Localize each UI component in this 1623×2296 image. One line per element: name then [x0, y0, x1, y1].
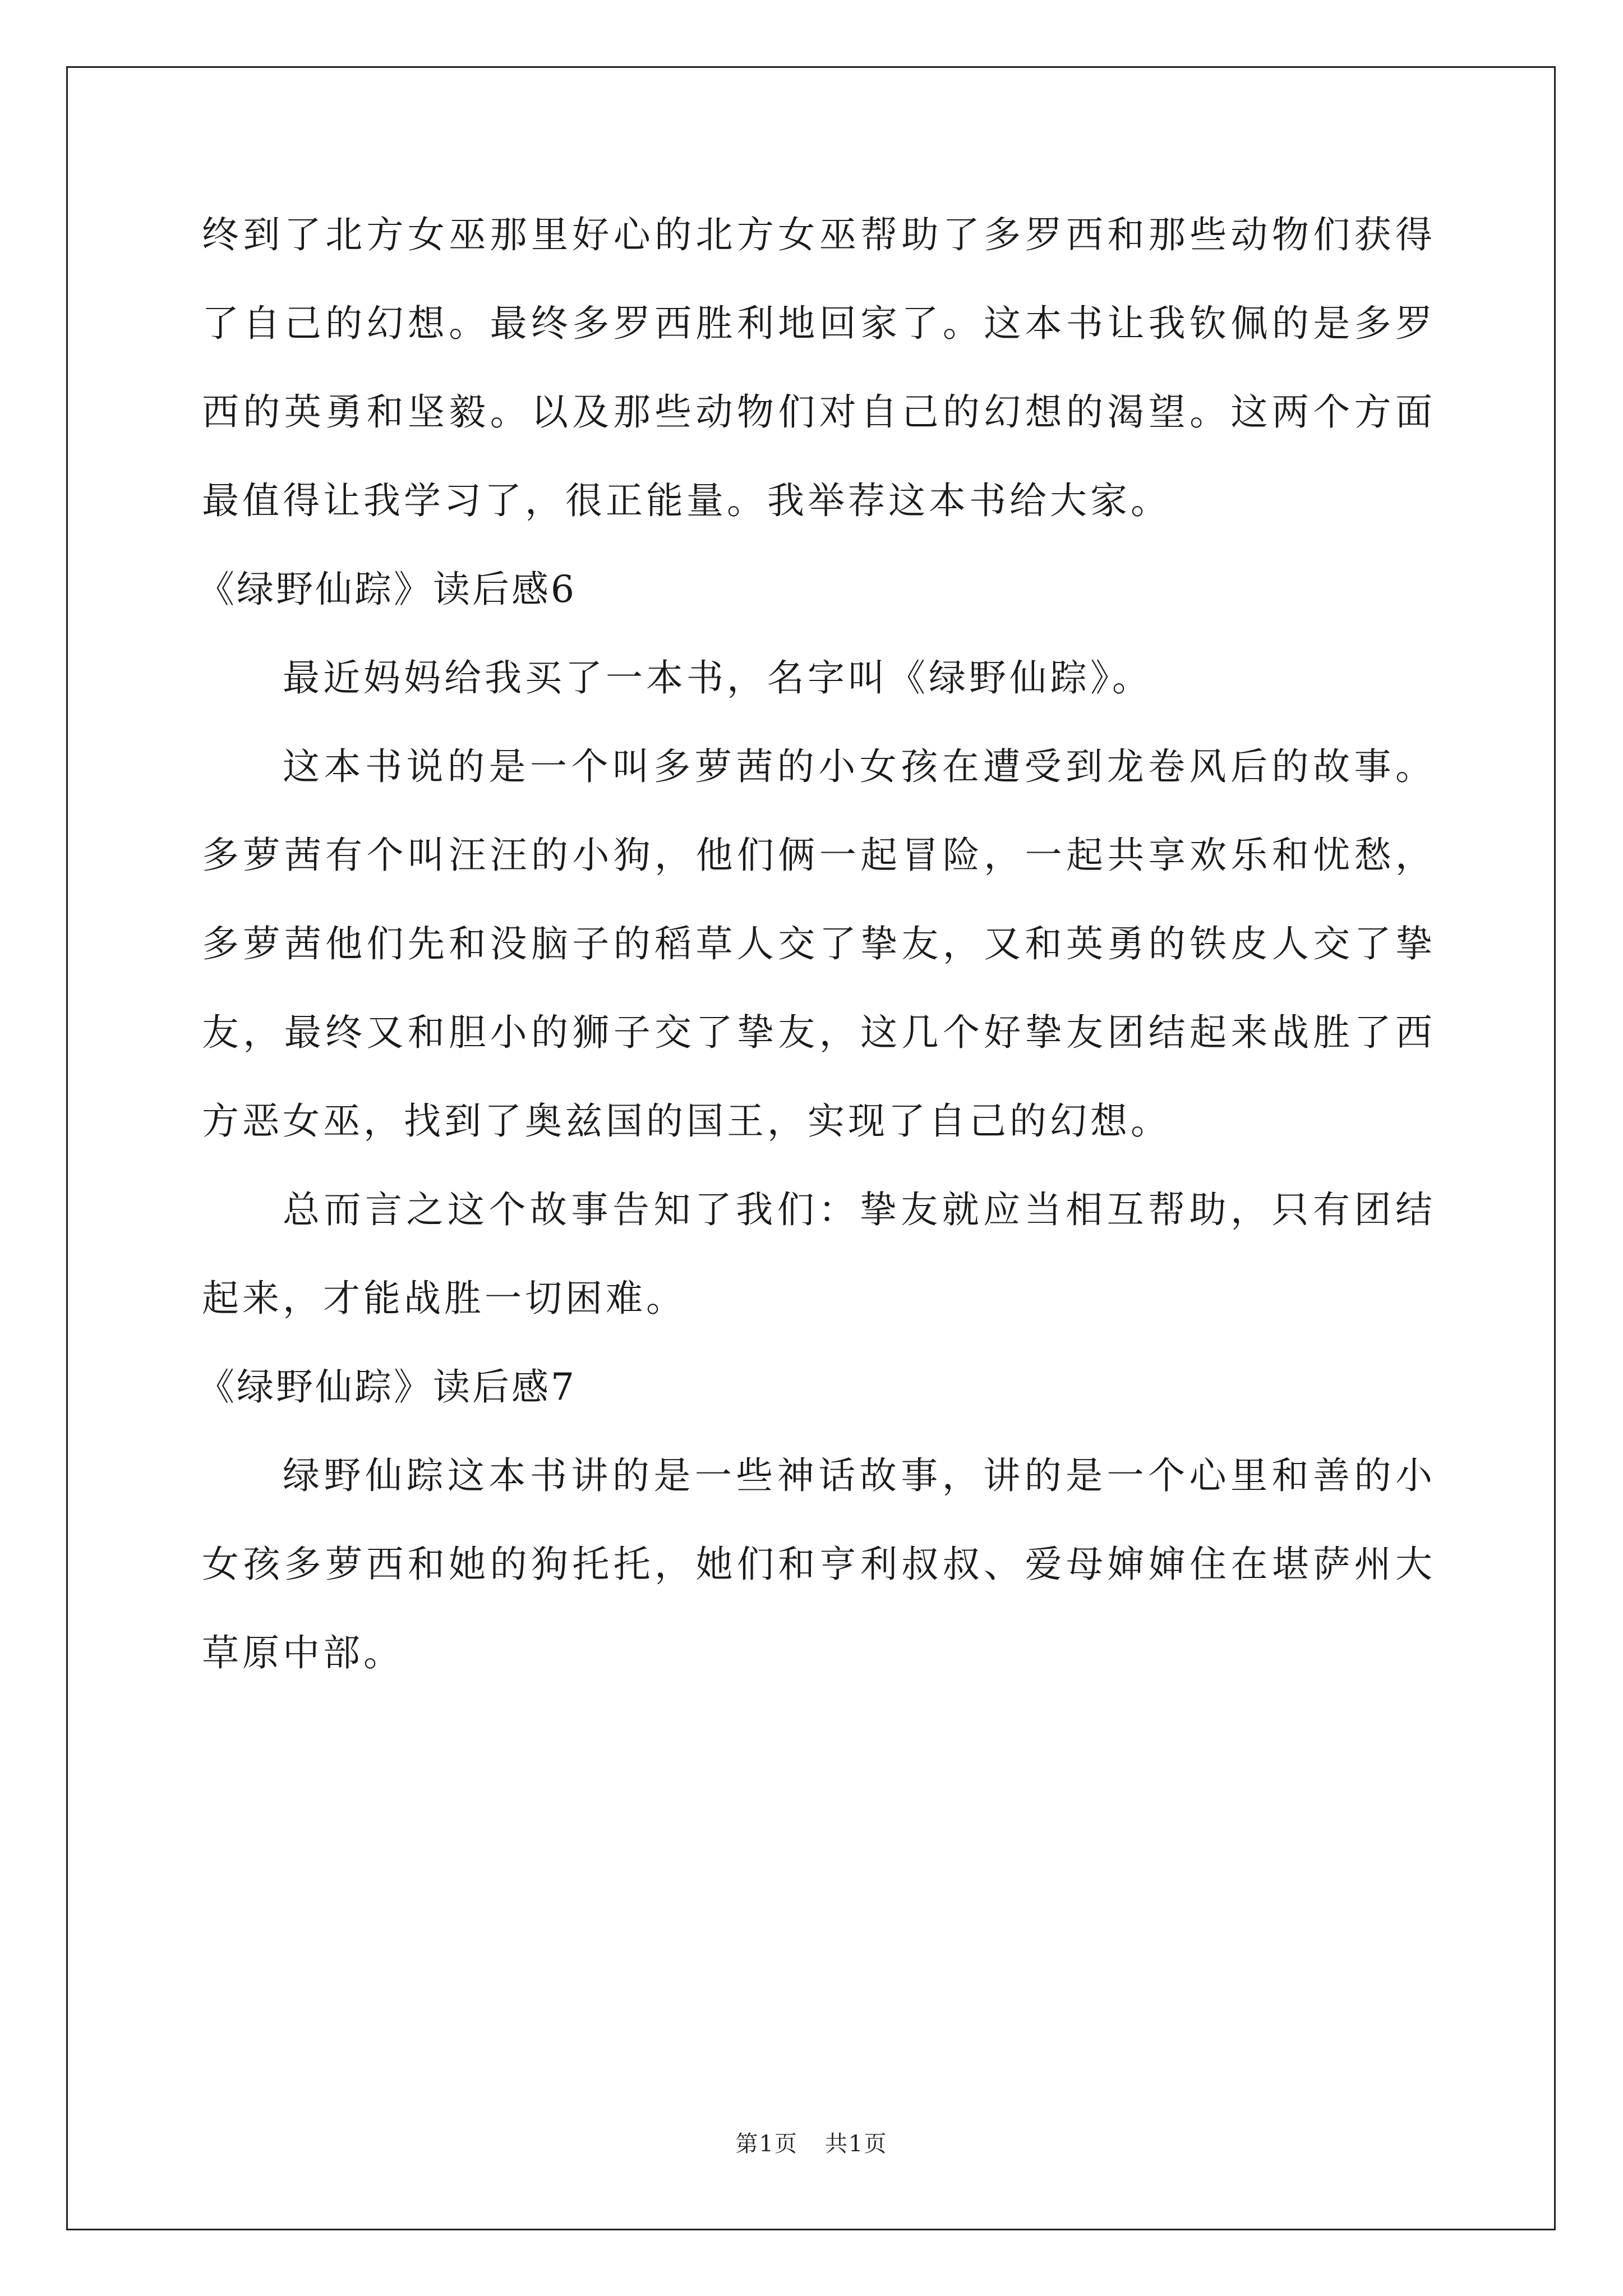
page-total: 共1页: [825, 2131, 888, 2157]
page-number: 第1页: [735, 2131, 798, 2157]
paragraph: 绿野仙踪这本书讲的是一些神话故事，讲的是一个心里和善的小女孩多萝西和她的狗托托，她们和亨利叔叔、爱母婶婶住在堪萨州大草原中部。: [202, 1454, 1436, 1674]
section-heading: 《绿野仙踪》读后感7: [197, 1365, 577, 1409]
paragraph: 终到了北方女巫那里好心的北方女巫帮助了多罗西和那些动物们获得了自己的幻想。最终多罗西胜利地回家了。这本书让我钦佩的是多罗西的英勇和坚毅。以及那些动物们对自己的幻想的渴望。这两个方面最值得让我学习了，很正能量。我举荐这本书给大家。: [202, 213, 1436, 522]
paragraph: 这本书说的是一个叫多萝茜的小女孩在遭受到龙卷风后的故事。多萝茜有个叫汪汪的小狗，他们俩一起冒险，一起共享欢乐和忧愁，多萝茜他们先和没脑子的稻草人交了挚友，又和英勇的铁皮人交了挚友，最终又和胆小的狮子交了挚友，这几个好挚友团结起来战胜了西方恶女巫，找到了奥兹国的国王，实现了自己的幻想。: [202, 745, 1436, 1143]
paragraph: 最近妈妈给我买了一本书，名字叫《绿野仙踪》。: [283, 656, 1152, 700]
paragraph: 总而言之这个故事告知了我们：挚友就应当相互帮助，只有团结起来，才能战胜一切困难。: [202, 1188, 1436, 1320]
page-footer: [0, 2126, 1623, 2158]
document-body: [197, 191, 1436, 1697]
section-heading: 《绿野仙踪》读后感6: [197, 568, 577, 611]
